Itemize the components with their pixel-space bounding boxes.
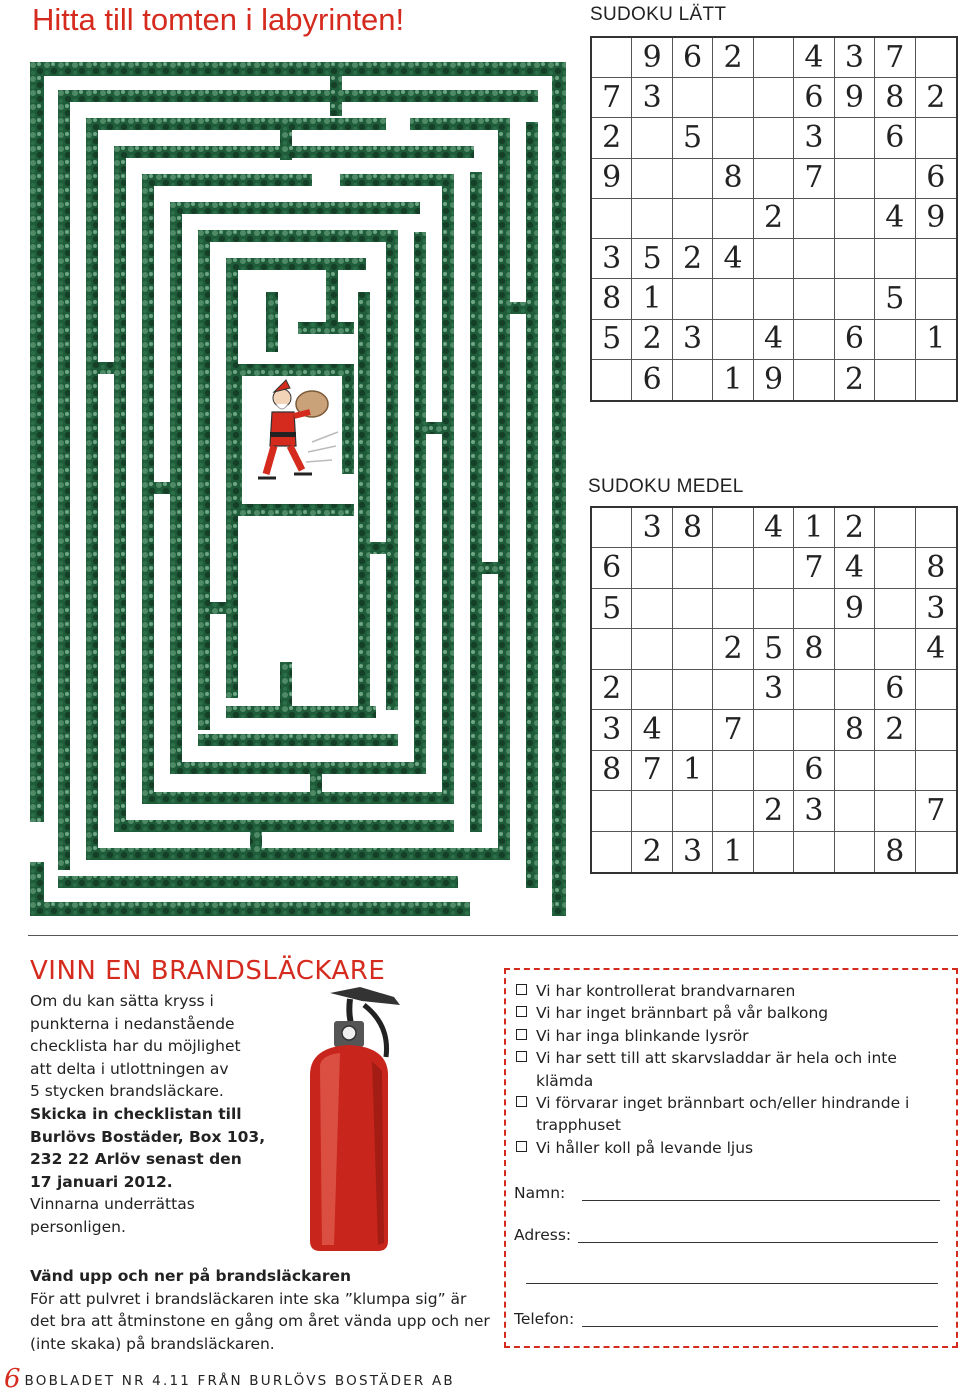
sudoku-cell[interactable] xyxy=(754,118,794,158)
checkbox-icon[interactable] xyxy=(516,1029,527,1040)
sudoku-cell[interactable]: 3 xyxy=(592,710,632,750)
sudoku-cell[interactable]: 5 xyxy=(754,629,794,669)
sudoku-cell[interactable] xyxy=(754,548,794,588)
sudoku-cell[interactable] xyxy=(875,791,915,831)
sudoku-cell[interactable]: 4 xyxy=(875,199,915,239)
sudoku-cell[interactable]: 1 xyxy=(673,751,713,791)
checklist-item[interactable]: Vi håller koll på levande ljus xyxy=(514,1137,944,1159)
maze-title: Hitta till tomten i labyrinten! xyxy=(32,2,405,37)
sudoku-cell[interactable]: 8 xyxy=(592,279,632,319)
sudoku-cell[interactable] xyxy=(713,548,753,588)
sudoku-cell[interactable]: 2 xyxy=(875,710,915,750)
sudoku-cell[interactable]: 6 xyxy=(794,78,834,118)
sudoku-cell[interactable]: 8 xyxy=(794,629,834,669)
sudoku-cell[interactable]: 9 xyxy=(754,360,794,400)
sudoku-cell[interactable] xyxy=(875,548,915,588)
sudoku-cell[interactable]: 5 xyxy=(875,279,915,319)
intro-line: 5 stycken brandsläckare. xyxy=(30,1082,224,1101)
intro-bold-line: Burlövs Bostäder, Box 103, xyxy=(30,1127,266,1146)
sudoku-cell[interactable] xyxy=(754,279,794,319)
sudoku-easy-grid xyxy=(590,36,958,402)
sudoku-cell[interactable] xyxy=(916,832,956,872)
sudoku-cell[interactable]: 2 xyxy=(754,791,794,831)
sudoku-cell[interactable] xyxy=(916,279,956,319)
sudoku-cell[interactable]: 8 xyxy=(916,548,956,588)
sudoku-cell[interactable]: 4 xyxy=(794,38,834,78)
sudoku-cell[interactable] xyxy=(875,629,915,669)
sudoku-cell[interactable] xyxy=(673,360,713,400)
sudoku-cell[interactable] xyxy=(673,710,713,750)
contest-intro xyxy=(30,990,300,1239)
checkbox-icon[interactable] xyxy=(516,1141,527,1152)
santa-icon xyxy=(246,380,342,500)
intro-bold-line: Skicka in checklistan till xyxy=(30,1104,242,1123)
sudoku-cell[interactable] xyxy=(713,670,753,710)
sudoku-cell[interactable]: 6 xyxy=(835,320,875,360)
sudoku-cell[interactable]: 4 xyxy=(754,320,794,360)
sudoku-cell[interactable]: 6 xyxy=(632,360,672,400)
checklist-item[interactable]: Vi förvarar inget brännbart och/eller hindrande i xyxy=(514,1092,944,1114)
sudoku-cell[interactable] xyxy=(632,791,672,831)
sudoku-cell[interactable]: 1 xyxy=(713,360,753,400)
sudoku-cell[interactable]: 1 xyxy=(916,320,956,360)
intro-bold-line: 232 22 Arlöv senast den xyxy=(30,1150,242,1169)
sudoku-cell[interactable]: 3 xyxy=(673,832,713,872)
sudoku-cell[interactable] xyxy=(835,279,875,319)
sudoku-cell[interactable]: 2 xyxy=(835,508,875,548)
sudoku-cell[interactable] xyxy=(835,751,875,791)
sudoku-cell[interactable]: 3 xyxy=(794,791,834,831)
sudoku-cell[interactable]: 9 xyxy=(835,78,875,118)
checklist-item[interactable]: Vi har sett till att skarvsladdar är hela och inte xyxy=(514,1047,944,1069)
sudoku-cell[interactable]: 2 xyxy=(713,38,753,78)
sudoku-cell[interactable]: 5 xyxy=(673,118,713,158)
sudoku-cell[interactable] xyxy=(592,199,632,239)
sudoku-cell[interactable]: 6 xyxy=(916,159,956,199)
sudoku-cell[interactable]: 3 xyxy=(754,670,794,710)
sudoku-cell[interactable]: 2 xyxy=(916,78,956,118)
sudoku-cell[interactable] xyxy=(673,78,713,118)
fire-extinguisher-icon xyxy=(290,985,410,1255)
sudoku-cell[interactable] xyxy=(875,751,915,791)
sudoku-cell[interactable] xyxy=(673,670,713,710)
sudoku-cell[interactable] xyxy=(713,199,753,239)
sudoku-cell[interactable]: 2 xyxy=(632,320,672,360)
sudoku-cell[interactable] xyxy=(916,508,956,548)
sudoku-cell[interactable] xyxy=(713,279,753,319)
sudoku-cell[interactable]: 3 xyxy=(916,589,956,629)
sudoku-cell[interactable]: 2 xyxy=(592,118,632,158)
sudoku-cell[interactable] xyxy=(794,832,834,872)
name-field[interactable] xyxy=(582,1200,940,1201)
sudoku-cell[interactable] xyxy=(875,239,915,279)
intro-line: Om du kan sätta kryss i xyxy=(30,992,214,1010)
intro-line: Vinnarna underrättas xyxy=(30,1195,195,1214)
sudoku-cell[interactable] xyxy=(632,118,672,158)
sudoku-cell[interactable]: 6 xyxy=(592,548,632,588)
name-label: Namn: xyxy=(514,1184,566,1202)
sudoku-cell[interactable]: 8 xyxy=(835,710,875,750)
sudoku-cell[interactable]: 9 xyxy=(916,199,956,239)
sudoku-cell[interactable] xyxy=(754,589,794,629)
sudoku-cell[interactable] xyxy=(794,199,834,239)
sudoku-cell[interactable]: 9 xyxy=(835,589,875,629)
checkbox-icon[interactable] xyxy=(516,1096,527,1107)
sudoku-cell[interactable] xyxy=(713,118,753,158)
sudoku-cell[interactable] xyxy=(875,360,915,400)
sudoku-cell[interactable] xyxy=(713,320,753,360)
sudoku-cell[interactable]: 3 xyxy=(632,508,672,548)
sudoku-cell[interactable] xyxy=(794,320,834,360)
sudoku-cell[interactable] xyxy=(754,710,794,750)
sudoku-cell[interactable]: 4 xyxy=(632,710,672,750)
sudoku-cell[interactable]: 8 xyxy=(713,159,753,199)
note-title: Vänd upp och ner på brandsläckaren xyxy=(30,1267,352,1285)
sudoku-cell[interactable]: 7 xyxy=(713,710,753,750)
sudoku-cell[interactable]: 7 xyxy=(592,78,632,118)
sudoku-cell[interactable] xyxy=(916,239,956,279)
sudoku-cell[interactable]: 6 xyxy=(794,751,834,791)
sudoku-cell[interactable]: 6 xyxy=(875,670,915,710)
sudoku-cell[interactable] xyxy=(754,78,794,118)
sudoku-cell[interactable]: 8 xyxy=(673,508,713,548)
sudoku-cell[interactable]: 7 xyxy=(794,159,834,199)
sudoku-cell[interactable] xyxy=(794,589,834,629)
sudoku-cell[interactable] xyxy=(835,239,875,279)
sudoku-cell[interactable] xyxy=(754,832,794,872)
sudoku-cell[interactable] xyxy=(835,199,875,239)
checkbox-icon[interactable] xyxy=(516,1051,527,1062)
sudoku-cell[interactable] xyxy=(754,159,794,199)
sudoku-cell[interactable] xyxy=(713,508,753,548)
intro-line: att delta i utlottningen av xyxy=(30,1059,229,1078)
sudoku-cell[interactable] xyxy=(592,38,632,78)
sudoku-cell[interactable]: 5 xyxy=(592,320,632,360)
maze-graphic xyxy=(30,62,566,916)
sudoku-cell[interactable]: 4 xyxy=(713,239,753,279)
sudoku-cell[interactable]: 2 xyxy=(632,832,672,872)
sudoku-cell[interactable]: 2 xyxy=(713,629,753,669)
sudoku-cell[interactable]: 1 xyxy=(794,508,834,548)
sudoku-cell[interactable] xyxy=(875,508,915,548)
sudoku-cell[interactable] xyxy=(916,670,956,710)
sudoku-cell[interactable]: 7 xyxy=(632,751,672,791)
contest-note xyxy=(30,1265,500,1355)
sudoku-cell[interactable]: 1 xyxy=(713,832,753,872)
sudoku-cell[interactable] xyxy=(592,508,632,548)
sudoku-cell[interactable] xyxy=(632,589,672,629)
sudoku-cell[interactable] xyxy=(875,589,915,629)
sudoku-cell[interactable] xyxy=(794,239,834,279)
sudoku-cell[interactable]: 6 xyxy=(673,38,713,78)
checklist-item[interactable]: Vi har inget brännbart på vår balkong xyxy=(514,1002,944,1024)
intro-line: personligen. xyxy=(30,1217,126,1236)
sudoku-cell[interactable] xyxy=(754,751,794,791)
sudoku-cell[interactable] xyxy=(632,199,672,239)
note-line: För att pulvret i brandsläckaren inte ska ”klumpa sig” är xyxy=(30,1289,467,1308)
checklist xyxy=(514,980,944,1159)
sudoku-cell[interactable] xyxy=(632,159,672,199)
sudoku-cell[interactable] xyxy=(916,751,956,791)
phone-label: Telefon: xyxy=(514,1310,575,1328)
sudoku-cell[interactable]: 5 xyxy=(632,239,672,279)
sudoku-cell[interactable]: 2 xyxy=(754,199,794,239)
address-field[interactable] xyxy=(578,1242,938,1243)
note-line: (inte skaka) på brandsläckaren. xyxy=(30,1334,275,1353)
sudoku-cell[interactable]: 3 xyxy=(794,118,834,158)
sudoku-cell[interactable]: 7 xyxy=(794,548,834,588)
sudoku-cell[interactable]: 1 xyxy=(632,279,672,319)
sudoku-cell[interactable] xyxy=(916,38,956,78)
maze xyxy=(30,62,566,916)
intro-line: punkterna i nedanstående xyxy=(30,1014,235,1033)
page-number: 6 xyxy=(4,1364,21,1394)
sudoku-cell[interactable]: 2 xyxy=(673,239,713,279)
sudoku-cell[interactable] xyxy=(754,239,794,279)
sudoku-cell[interactable]: 8 xyxy=(592,751,632,791)
sudoku-cell[interactable] xyxy=(835,670,875,710)
sudoku-cell[interactable] xyxy=(632,670,672,710)
sudoku-cell[interactable] xyxy=(916,360,956,400)
note-line: det bra att åtminstone en gång om året vända upp och ner xyxy=(30,1312,490,1331)
sudoku-cell[interactable] xyxy=(835,791,875,831)
sudoku-cell[interactable]: 2 xyxy=(592,670,632,710)
sudoku-cell[interactable] xyxy=(875,320,915,360)
sudoku-cell[interactable] xyxy=(592,791,632,831)
checklist-item[interactable]: Vi har inga blinkande lysrör xyxy=(514,1025,944,1047)
sudoku-cell[interactable] xyxy=(794,710,834,750)
sudoku-medium-label: SUDOKU MEDEL xyxy=(588,476,744,497)
footer-text: BOBLADET NR 4.11 FRÅN BURLÖVS BOSTÄDER AB xyxy=(24,1373,455,1389)
sudoku-cell[interactable]: 5 xyxy=(592,589,632,629)
sudoku-cell[interactable] xyxy=(835,159,875,199)
sudoku-cell[interactable]: 4 xyxy=(916,629,956,669)
sudoku-cell[interactable] xyxy=(794,360,834,400)
sudoku-cell[interactable]: 4 xyxy=(754,508,794,548)
sudoku-cell[interactable] xyxy=(632,629,672,669)
sudoku-cell[interactable] xyxy=(713,78,753,118)
section-divider xyxy=(28,935,958,936)
sudoku-cell[interactable] xyxy=(713,791,753,831)
sudoku-cell[interactable] xyxy=(916,118,956,158)
sudoku-cell[interactable]: 7 xyxy=(916,791,956,831)
intro-line: checklista har du möjlighet xyxy=(30,1037,241,1056)
sudoku-cell[interactable] xyxy=(673,279,713,319)
sudoku-cell[interactable] xyxy=(592,832,632,872)
sudoku-cell[interactable] xyxy=(632,548,672,588)
checklist-item-continued: klämda xyxy=(536,1071,594,1090)
sudoku-cell[interactable]: 3 xyxy=(592,239,632,279)
checkbox-icon[interactable] xyxy=(516,1006,527,1017)
sudoku-cell[interactable]: 6 xyxy=(875,118,915,158)
sudoku-cell[interactable]: 9 xyxy=(632,38,672,78)
sudoku-cell[interactable] xyxy=(673,199,713,239)
sudoku-cell[interactable] xyxy=(835,118,875,158)
sudoku-cell[interactable] xyxy=(916,710,956,750)
address-label: Adress: xyxy=(514,1226,572,1244)
sudoku-cell[interactable] xyxy=(754,38,794,78)
sudoku-cell[interactable]: 7 xyxy=(875,38,915,78)
sudoku-cell[interactable] xyxy=(794,670,834,710)
sudoku-cell[interactable] xyxy=(673,159,713,199)
sudoku-cell[interactable] xyxy=(835,629,875,669)
sudoku-cell[interactable] xyxy=(713,751,753,791)
sudoku-cell[interactable] xyxy=(592,360,632,400)
sudoku-cell[interactable]: 8 xyxy=(875,78,915,118)
sudoku-cell[interactable] xyxy=(794,279,834,319)
sudoku-cell[interactable]: 3 xyxy=(632,78,672,118)
sudoku-medium-grid xyxy=(590,506,958,874)
sudoku-cell[interactable]: 4 xyxy=(835,548,875,588)
sudoku-cell[interactable] xyxy=(673,548,713,588)
sudoku-cell[interactable] xyxy=(592,629,632,669)
sudoku-easy-label: SUDOKU LÄTT xyxy=(590,4,727,25)
intro-bold-line: 17 januari 2012. xyxy=(30,1172,173,1191)
sudoku-cell[interactable] xyxy=(673,589,713,629)
sudoku-cell[interactable] xyxy=(713,589,753,629)
phone-field[interactable] xyxy=(582,1326,938,1327)
address-field-line2[interactable] xyxy=(526,1283,938,1284)
sudoku-cell[interactable] xyxy=(835,832,875,872)
sudoku-cell[interactable]: 3 xyxy=(673,320,713,360)
sudoku-cell[interactable]: 2 xyxy=(835,360,875,400)
sudoku-cell[interactable] xyxy=(673,629,713,669)
checkbox-icon[interactable] xyxy=(516,984,527,995)
contest-title: VINN EN BRANDSLÄCKARE xyxy=(30,956,386,986)
checklist-item[interactable]: Vi har kontrollerat brandvarnaren xyxy=(514,980,944,1002)
sudoku-cell[interactable]: 9 xyxy=(592,159,632,199)
checklist-item-continued: trapphuset xyxy=(536,1116,621,1135)
sudoku-cell[interactable]: 3 xyxy=(835,38,875,78)
sudoku-cell[interactable] xyxy=(875,159,915,199)
sudoku-cell[interactable]: 8 xyxy=(875,832,915,872)
sudoku-cell[interactable] xyxy=(673,791,713,831)
